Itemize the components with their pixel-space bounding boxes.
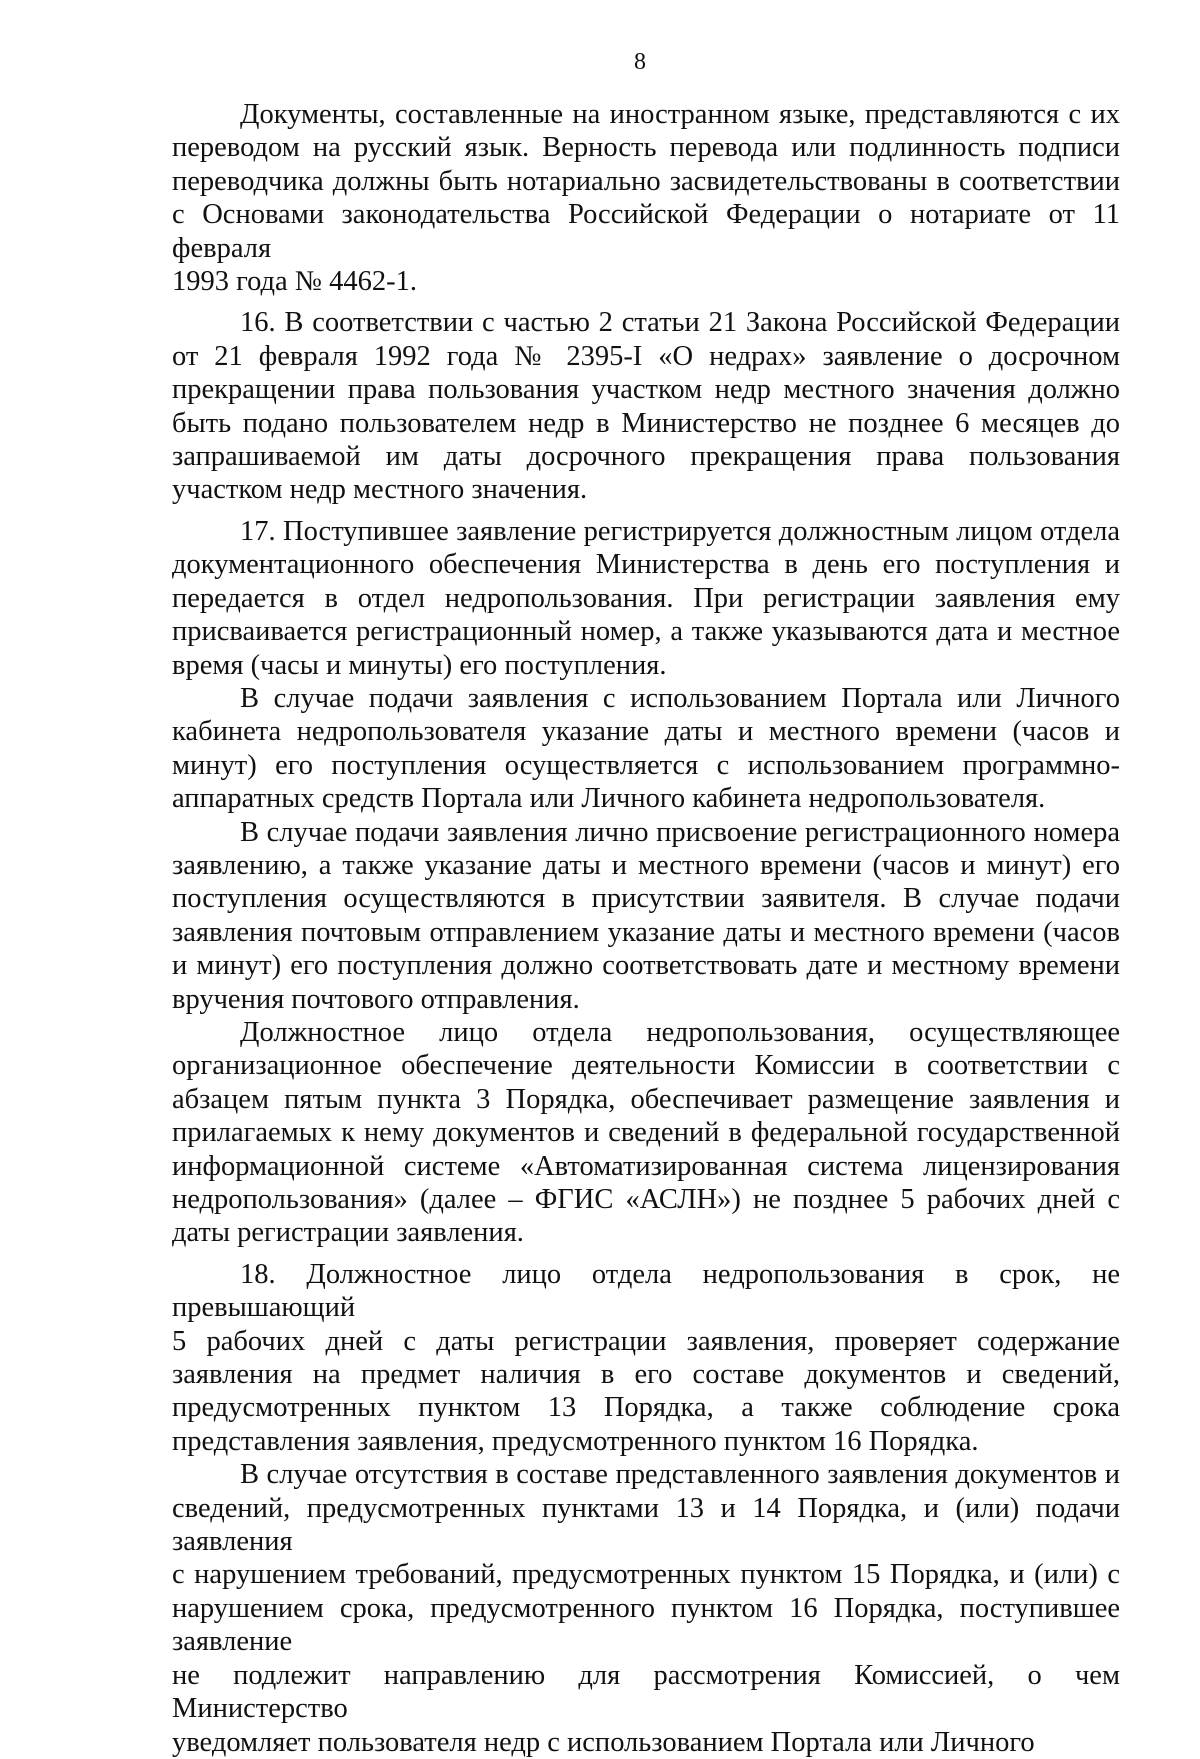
text-line: В случае отсутствия в составе представленного заявления документов и: [240, 1459, 1120, 1491]
paragraph: [172, 1258, 1120, 1458]
text-line: 16. В соответствии с частью 2 статьи 21 Закона Российской Федерации: [240, 307, 1120, 339]
page-number: 8: [634, 49, 646, 75]
text-line: даты регистрации заявления.: [172, 1217, 524, 1249]
text-line: не подлежит направлению для рассмотрения Комиссией, о чем Министерство: [172, 1659, 1120, 1725]
text-line: и минут) его поступления должно соответствовать дате и местному времени: [172, 950, 1120, 982]
text-line: В случае подачи заявления лично присвоение регистрационного номера: [240, 816, 1120, 848]
text-line: документационного обеспечения Министерства в день его поступления и: [172, 549, 1120, 581]
text-line: предусмотренных пунктом 13 Порядка, а также соблюдение срока: [172, 1392, 1120, 1424]
text-line: 18. Должностное лицо отдела недропользования в срок, не превышающий: [172, 1258, 1120, 1324]
paragraph: [172, 98, 1120, 298]
text-line: В случае подачи заявления с использованием Портала или Личного: [240, 682, 1120, 714]
text-line: передается в отдел недропользования. При регистрации заявления ему: [172, 582, 1120, 614]
paragraph: [172, 306, 1120, 506]
paragraph: [172, 682, 1120, 816]
paragraph: [172, 1016, 1120, 1250]
text-line: информационной системе «Автоматизированная система лицензирования: [172, 1150, 1120, 1182]
text-line: переводчика должны быть нотариально засвидетельствованы в соответствии: [172, 165, 1120, 197]
text-line: нарушением срока, предусмотренного пунктом 16 Порядка, поступившее заявление: [172, 1592, 1120, 1658]
text-line: аппаратных средств Портала или Личного кабинета недропользователя.: [172, 783, 1046, 815]
text-line: недропользования» (далее – ФГИС «АСЛН») не позднее 5 рабочих дней с: [172, 1184, 1120, 1215]
text-line: с нарушением требований, предусмотренных пунктом 15 Порядка, и (или) с: [172, 1559, 1120, 1591]
text-line: время (часы и минуты) его поступления.: [172, 649, 667, 681]
paragraph: [172, 816, 1120, 1016]
paragraph: [172, 1458, 1120, 1759]
text-line: Документы, составленные на иностранном языке, представляются с их: [240, 99, 1120, 130]
paragraph: [172, 515, 1120, 682]
text-line: вручения почтового отправления.: [172, 983, 580, 1015]
text-line: от 21 февраля 1992 года № 2395-I «О недрах» заявление о досрочном: [172, 340, 1120, 372]
text-line: присваивается регистрационный номер, а также указываются дата и местное: [172, 616, 1120, 648]
text-line: с Основами законодательства Российской Федерации о нотариате от 11 февраля: [172, 199, 1120, 264]
text-line: кабинета недропользователя указание даты и местного времени (часов и: [172, 716, 1120, 748]
text-line: представления заявления, предусмотренного пунктом 16 Порядка.: [172, 1425, 979, 1457]
text-line: участком недр местного значения.: [172, 474, 588, 506]
text-line: быть подано пользователем недр в Министерство не позднее 6 месяцев до: [172, 407, 1120, 439]
text-line: организационное обеспечение деятельности Комиссии в соответствии с: [172, 1050, 1120, 1082]
text-line: прекращении права пользования участком недр местного значения должно: [172, 374, 1120, 406]
text-line: заявлению, а также указание даты и местного времени (часов и минут) его: [172, 849, 1120, 881]
text-line: уведомляет пользователя недр с использованием Портала или Личного: [172, 1726, 1035, 1758]
text-line: заявления почтовым отправлением указание даты и местного времени (часов: [172, 916, 1120, 948]
text-line: Должностное лицо отдела недропользования, осуществляющее: [240, 1016, 1120, 1048]
document-body: [172, 98, 1120, 1759]
text-line: запрашиваемой им даты досрочного прекращения права пользования: [172, 441, 1120, 473]
text-line: поступления осуществляются в присутствии заявителя. В случае подачи: [172, 883, 1120, 915]
text-line: абзацем пятым пункта 3 Порядка, обеспечивает размещение заявления и: [172, 1083, 1120, 1115]
text-line: прилагаемых к нему документов и сведений в федеральной государственной: [172, 1117, 1120, 1149]
text-line: переводом на русский язык. Верность перевода или подлинность подписи: [172, 132, 1120, 164]
text-line: минут) его поступления осуществляется с использованием программно-: [172, 749, 1120, 781]
text-line: заявления на предмет наличия в его составе документов и сведений,: [172, 1359, 1120, 1391]
text-line: сведений, предусмотренных пунктами 13 и 14 Порядка, и (или) подачи заявления: [172, 1492, 1120, 1558]
text-line: 1993 года № 4462-1.: [172, 266, 417, 298]
text-line: 17. Поступившее заявление регистрируется должностным лицом отдела: [240, 515, 1120, 547]
text-line: 5 рабочих дней с даты регистрации заявления, проверяет содержание: [172, 1325, 1120, 1357]
